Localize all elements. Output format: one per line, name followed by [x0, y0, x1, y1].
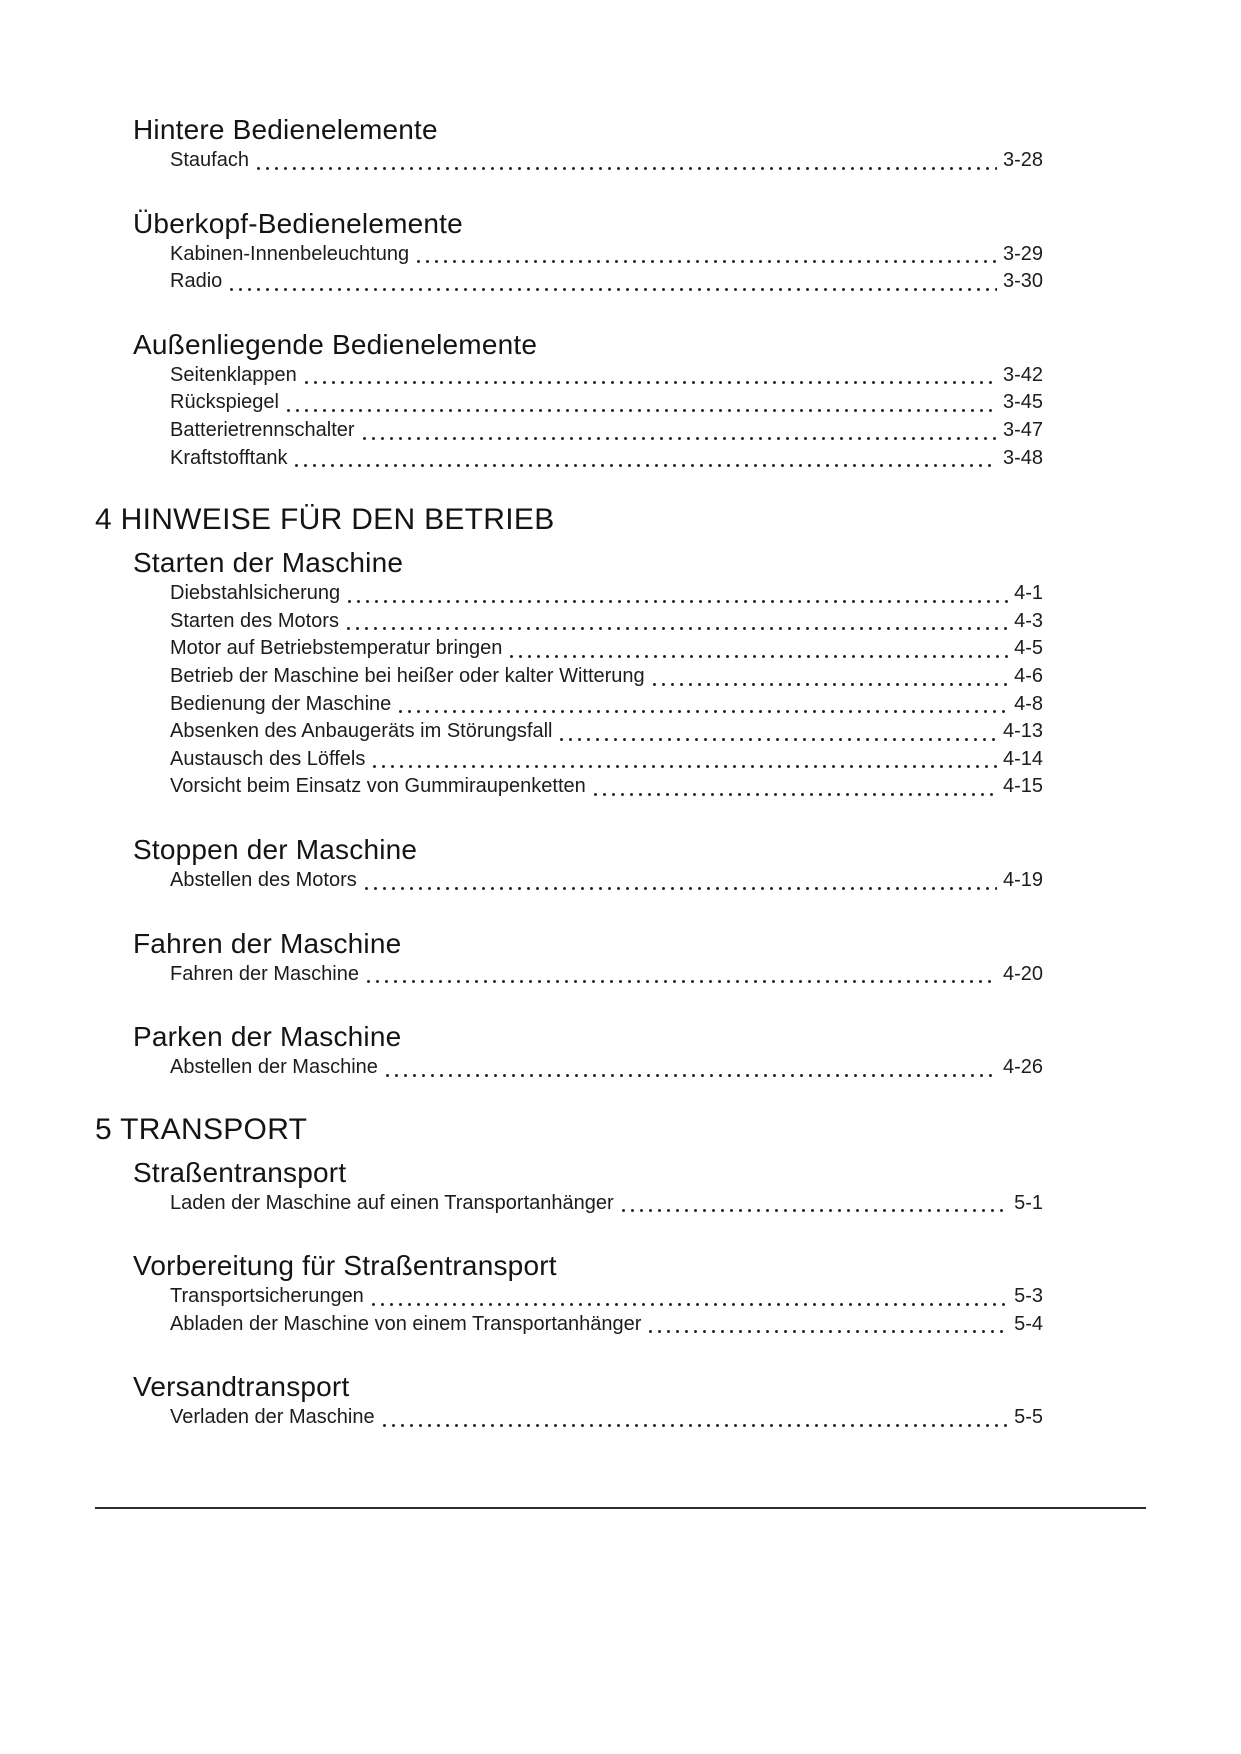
- toc-entry: [170, 147, 1043, 175]
- entry-label: Diebstahlsicherung: [170, 582, 341, 605]
- entry-list: [170, 1054, 1043, 1082]
- entry-page-number: 3-29: [1002, 242, 1043, 265]
- entry-page-number: 4-13: [1002, 720, 1043, 743]
- entry-page-number: 3-48: [1002, 446, 1043, 469]
- dot-leader: [507, 635, 1008, 663]
- toc-entry: [170, 445, 1043, 473]
- chapter-heading: 4 HINWEISE FÜR DEN BETRIEB: [95, 503, 555, 537]
- dot-leader: [619, 1190, 1008, 1218]
- entry-label: Betrieb der Maschine bei heißer oder kalter Witterung: [170, 664, 645, 687]
- toc-entry: [170, 773, 1043, 801]
- section-heading: Überkopf-Bedienelemente: [133, 207, 463, 239]
- dot-leader: [344, 608, 1008, 636]
- toc-entry: [170, 389, 1043, 417]
- dot-leader: [380, 1404, 1009, 1432]
- entry-page-number: 4-15: [1002, 775, 1043, 798]
- dot-leader: [362, 867, 997, 895]
- entry-list: [170, 241, 1043, 296]
- entry-label: Seitenklappen: [170, 363, 297, 386]
- toc-entry: [170, 746, 1043, 774]
- dot-leader: [345, 580, 1008, 608]
- footer-rule: [95, 1507, 1146, 1509]
- entry-label: Verladen der Maschine: [170, 1406, 375, 1429]
- section-heading: Fahren der Maschine: [133, 927, 402, 959]
- dot-leader: [396, 691, 1008, 719]
- entry-page-number: 5-4: [1014, 1312, 1043, 1335]
- entry-page-number: 5-1: [1014, 1191, 1043, 1214]
- entry-label: Vorsicht beim Einsatz von Gummiraupenketten: [170, 775, 586, 798]
- dot-leader: [364, 961, 997, 989]
- toc-entry: [170, 1311, 1043, 1339]
- dot-leader: [383, 1054, 997, 1082]
- toc-entry: [170, 417, 1043, 445]
- entry-label: Abstellen des Motors: [170, 868, 357, 891]
- section-heading: Versandtransport: [133, 1371, 350, 1403]
- toc-entry: [170, 691, 1043, 719]
- toc-entry: [170, 635, 1043, 663]
- entry-label: Fahren der Maschine: [170, 962, 359, 985]
- entry-page-number: 4-26: [1002, 1056, 1043, 1079]
- toc-entry: [170, 1404, 1043, 1432]
- entry-label: Bedienung der Maschine: [170, 692, 392, 715]
- entry-page-number: 4-1: [1014, 582, 1043, 605]
- entry-label: Abladen der Maschine von einem Transportanhänger: [170, 1312, 642, 1335]
- toc-entry: [170, 961, 1043, 989]
- dot-leader: [284, 389, 997, 417]
- dot-leader: [650, 663, 1008, 691]
- entry-label: Kraftstofftank: [170, 446, 288, 469]
- dot-leader: [254, 147, 997, 175]
- dot-leader: [292, 445, 996, 473]
- dot-leader: [369, 1283, 1008, 1311]
- entry-label: Absenken des Anbaugeräts im Störungsfall: [170, 720, 553, 743]
- entry-page-number: 3-45: [1002, 391, 1043, 414]
- toc-entry: [170, 718, 1043, 746]
- dot-leader: [302, 362, 997, 390]
- toc-entry: [170, 1283, 1043, 1311]
- entry-label: Batterietrennschalter: [170, 418, 355, 441]
- entry-label: Staufach: [170, 149, 249, 171]
- entry-label: Kabinen-Innenbeleuchtung: [170, 242, 410, 265]
- toc-entry: [170, 1190, 1043, 1218]
- toc-entry: [170, 268, 1043, 296]
- entry-page-number: 3-42: [1002, 363, 1043, 386]
- toc-entry: [170, 241, 1043, 269]
- dot-leader: [360, 417, 997, 445]
- entry-list: [170, 1283, 1043, 1338]
- entry-list: [170, 362, 1043, 472]
- entry-page-number: 4-5: [1014, 637, 1043, 660]
- entry-page-number: 4-6: [1014, 664, 1043, 687]
- entry-page-number: 3-28: [1002, 149, 1043, 171]
- entry-list: [170, 1190, 1043, 1218]
- dot-leader: [370, 746, 997, 774]
- section-heading: Stoppen der Maschine: [133, 833, 418, 865]
- toc-entry: [170, 362, 1043, 390]
- table-of-contents: [95, 0, 1043, 1432]
- toc-entry: [170, 580, 1043, 608]
- dot-leader: [557, 718, 997, 746]
- dot-leader: [227, 268, 997, 296]
- toc-entry: [170, 663, 1043, 691]
- entry-page-number: 5-3: [1014, 1285, 1043, 1308]
- toc-entry: [170, 608, 1043, 636]
- entry-label: Austausch des Löffels: [170, 747, 366, 770]
- dot-leader: [646, 1311, 1008, 1339]
- entry-label: Starten des Motors: [170, 609, 339, 632]
- entry-page-number: 3-47: [1002, 418, 1043, 441]
- toc-entry: [170, 1054, 1043, 1082]
- section-heading: Außenliegende Bedienelemente: [133, 328, 538, 360]
- entry-page-number: 4-8: [1014, 692, 1043, 715]
- section-heading: Parken der Maschine: [133, 1021, 402, 1053]
- entry-list: [170, 147, 1043, 175]
- section-heading: Vorbereitung für Straßentransport: [133, 1250, 557, 1282]
- entry-label: Motor auf Betriebstemperatur bringen: [170, 637, 503, 660]
- chapter-heading: 5 TRANSPORT: [95, 1112, 308, 1146]
- entry-label: Abstellen der Maschine: [170, 1056, 378, 1079]
- section-heading: Starten der Maschine: [133, 547, 404, 579]
- entry-list: [170, 580, 1043, 801]
- entry-page-number: 4-20: [1002, 962, 1043, 985]
- dot-leader: [591, 773, 997, 801]
- entry-list: [170, 961, 1043, 989]
- toc-entry: [170, 867, 1043, 895]
- entry-list: [170, 867, 1043, 895]
- entry-list: [170, 1404, 1043, 1432]
- entry-label: Laden der Maschine auf einen Transportanhänger: [170, 1191, 614, 1214]
- entry-page-number: 5-5: [1014, 1406, 1043, 1429]
- entry-page-number: 4-3: [1014, 609, 1043, 632]
- entry-page-number: 3-30: [1002, 270, 1043, 293]
- entry-label: Transportsicherungen: [170, 1285, 364, 1308]
- section-heading: Straßentransport: [133, 1156, 347, 1188]
- entry-page-number: 4-14: [1002, 747, 1043, 770]
- entry-label: Rückspiegel: [170, 391, 279, 414]
- dot-leader: [414, 241, 997, 269]
- entry-page-number: 4-19: [1002, 868, 1043, 891]
- entry-label: Radio: [170, 270, 223, 293]
- section-heading: Hintere Bedienelemente: [133, 114, 438, 145]
